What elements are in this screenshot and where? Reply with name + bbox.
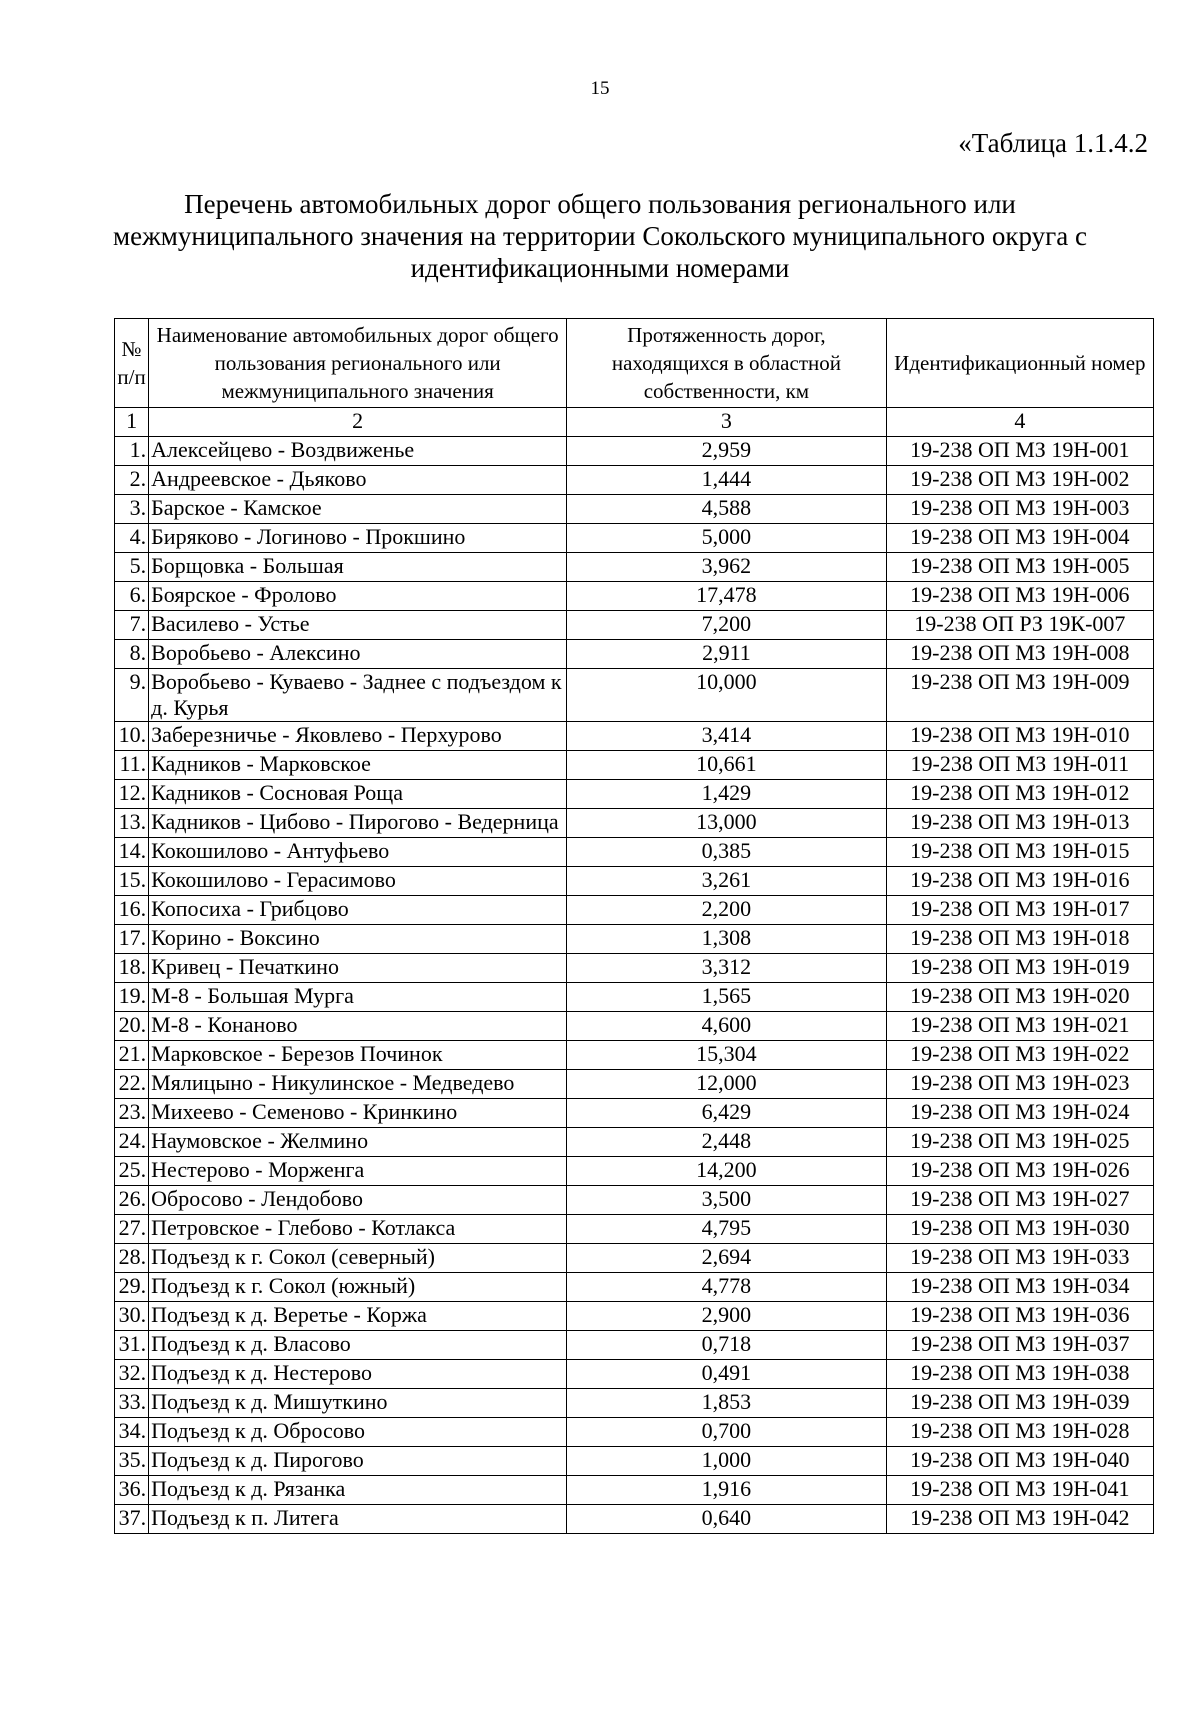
road-length: 13,000 — [567, 809, 887, 838]
road-name: Заберезничье - Яковлево - Перхурово — [149, 722, 567, 751]
row-number: 31. — [115, 1331, 149, 1360]
road-name: Подъезд к д. Власово — [149, 1331, 567, 1360]
road-name: Мялицыно - Никулинское - Медведево — [149, 1070, 567, 1099]
road-id: 19-238 ОП МЗ 19Н-026 — [886, 1157, 1153, 1186]
roads-table — [114, 318, 1154, 1534]
row-number: 2. — [115, 466, 149, 495]
road-id: 19-238 ОП МЗ 19Н-012 — [886, 780, 1153, 809]
road-id: 19-238 ОП МЗ 19Н-004 — [886, 524, 1153, 553]
row-number: 37. — [115, 1505, 149, 1534]
road-id: 19-238 ОП МЗ 19Н-016 — [886, 867, 1153, 896]
road-name: Кадников - Сосновая Роща — [149, 780, 567, 809]
header-name: Наименование автомобильных дорог общего пользования регионального или межмуниципального значения — [149, 319, 567, 408]
row-number: 25. — [115, 1157, 149, 1186]
road-name: Воробьево - Куваево - Заднее с подъездом к д. Курья — [149, 669, 567, 722]
road-name: Михеево - Семеново - Кринкино — [149, 1099, 567, 1128]
road-length: 10,661 — [567, 751, 887, 780]
road-name: Марковское - Березов Починок — [149, 1041, 567, 1070]
table-row — [115, 1360, 1154, 1389]
table-row — [115, 751, 1154, 780]
road-id: 19-238 ОП МЗ 19Н-017 — [886, 896, 1153, 925]
row-number: 10. — [115, 722, 149, 751]
row-number: 11. — [115, 751, 149, 780]
row-number: 14. — [115, 838, 149, 867]
table-row — [115, 809, 1154, 838]
road-id: 19-238 ОП МЗ 19Н-010 — [886, 722, 1153, 751]
row-number: 16. — [115, 896, 149, 925]
road-length: 3,312 — [567, 954, 887, 983]
table-row — [115, 896, 1154, 925]
road-length: 4,600 — [567, 1012, 887, 1041]
page-number: 15 — [590, 78, 610, 99]
road-length: 3,500 — [567, 1186, 887, 1215]
road-id: 19-238 ОП МЗ 19Н-001 — [886, 437, 1153, 466]
row-number: 13. — [115, 809, 149, 838]
road-name: Борщовка - Большая — [149, 553, 567, 582]
road-id: 19-238 ОП МЗ 19Н-013 — [886, 809, 1153, 838]
road-length: 4,778 — [567, 1273, 887, 1302]
road-id: 19-238 ОП МЗ 19Н-005 — [886, 553, 1153, 582]
row-number: 32. — [115, 1360, 149, 1389]
row-number: 5. — [115, 553, 149, 582]
road-name: Кокошилово - Антуфьево — [149, 838, 567, 867]
row-number: 17. — [115, 925, 149, 954]
road-length: 2,694 — [567, 1244, 887, 1273]
road-length: 0,491 — [567, 1360, 887, 1389]
road-id: 19-238 ОП МЗ 19Н-009 — [886, 669, 1153, 722]
road-name: Кривец - Печаткино — [149, 954, 567, 983]
road-id: 19-238 ОП МЗ 19Н-021 — [886, 1012, 1153, 1041]
road-name: Барское - Камское — [149, 495, 567, 524]
road-length: 3,414 — [567, 722, 887, 751]
table-row — [115, 780, 1154, 809]
road-length: 12,000 — [567, 1070, 887, 1099]
table-body — [115, 437, 1154, 1534]
road-name: Подъезд к д. Обросово — [149, 1418, 567, 1447]
column-index: 3 — [567, 408, 887, 437]
table-row — [115, 1099, 1154, 1128]
row-number: 9. — [115, 669, 149, 722]
road-length: 3,962 — [567, 553, 887, 582]
table-row — [115, 1157, 1154, 1186]
road-length: 2,900 — [567, 1302, 887, 1331]
table-row — [115, 867, 1154, 896]
road-id: 19-238 ОП МЗ 19Н-023 — [886, 1070, 1153, 1099]
road-id: 19-238 ОП МЗ 19Н-025 — [886, 1128, 1153, 1157]
road-name: М-8 - Большая Мурга — [149, 983, 567, 1012]
table-row — [115, 669, 1154, 722]
road-name: Подъезд к д. Рязанка — [149, 1476, 567, 1505]
row-number: 23. — [115, 1099, 149, 1128]
table-row — [115, 1244, 1154, 1273]
road-length: 5,000 — [567, 524, 887, 553]
header-num: № п/п — [115, 319, 149, 408]
road-length: 0,700 — [567, 1418, 887, 1447]
header-id: Идентификационный номер — [886, 319, 1153, 408]
road-length: 2,911 — [567, 640, 887, 669]
row-number: 21. — [115, 1041, 149, 1070]
table-row — [115, 553, 1154, 582]
road-name: Боярское - Фролово — [149, 582, 567, 611]
road-id: 19-238 ОП МЗ 19Н-027 — [886, 1186, 1153, 1215]
road-name: М-8 - Конаново — [149, 1012, 567, 1041]
road-id: 19-238 ОП МЗ 19Н-037 — [886, 1331, 1153, 1360]
road-name: Нестерово - Морженга — [149, 1157, 567, 1186]
table-row — [115, 640, 1154, 669]
road-id: 19-238 ОП МЗ 19Н-030 — [886, 1215, 1153, 1244]
table-row — [115, 1041, 1154, 1070]
row-number: 18. — [115, 954, 149, 983]
row-number: 22. — [115, 1070, 149, 1099]
road-length: 6,429 — [567, 1099, 887, 1128]
road-name: Кокошилово - Герасимово — [149, 867, 567, 896]
road-length: 2,200 — [567, 896, 887, 925]
row-number: 26. — [115, 1186, 149, 1215]
table-header-row — [115, 319, 1154, 408]
row-number: 6. — [115, 582, 149, 611]
row-number: 8. — [115, 640, 149, 669]
table-row — [115, 1505, 1154, 1534]
road-id: 19-238 ОП МЗ 19Н-028 — [886, 1418, 1153, 1447]
table-row — [115, 1418, 1154, 1447]
road-name: Воробьево - Алексино — [149, 640, 567, 669]
road-id: 19-238 ОП МЗ 19Н-034 — [886, 1273, 1153, 1302]
table-row — [115, 1302, 1154, 1331]
road-id: 19-238 ОП МЗ 19Н-003 — [886, 495, 1153, 524]
row-number: 30. — [115, 1302, 149, 1331]
row-number: 27. — [115, 1215, 149, 1244]
road-id: 19-238 ОП МЗ 19Н-033 — [886, 1244, 1153, 1273]
road-name: Подъезд к д. Веретье - Коржа — [149, 1302, 567, 1331]
road-id: 19-238 ОП МЗ 19Н-038 — [886, 1360, 1153, 1389]
table-row — [115, 983, 1154, 1012]
row-number: 33. — [115, 1389, 149, 1418]
table-row — [115, 611, 1154, 640]
road-length: 0,640 — [567, 1505, 887, 1534]
row-number: 4. — [115, 524, 149, 553]
road-id: 19-238 ОП МЗ 19Н-022 — [886, 1041, 1153, 1070]
table-row — [115, 954, 1154, 983]
table-row — [115, 1331, 1154, 1360]
row-number: 36. — [115, 1476, 149, 1505]
road-length: 3,261 — [567, 867, 887, 896]
road-length: 1,444 — [567, 466, 887, 495]
road-length: 1,429 — [567, 780, 887, 809]
road-name: Кадников - Марковское — [149, 751, 567, 780]
road-id: 19-238 ОП МЗ 19Н-011 — [886, 751, 1153, 780]
road-length: 1,916 — [567, 1476, 887, 1505]
table-row — [115, 1070, 1154, 1099]
road-name: Алексейцево - Воздвиженье — [149, 437, 567, 466]
row-number: 28. — [115, 1244, 149, 1273]
road-length: 1,000 — [567, 1447, 887, 1476]
road-id: 19-238 ОП МЗ 19Н-019 — [886, 954, 1153, 983]
road-length: 0,385 — [567, 838, 887, 867]
table-row — [115, 524, 1154, 553]
table-row — [115, 437, 1154, 466]
table-row — [115, 838, 1154, 867]
road-length: 4,588 — [567, 495, 887, 524]
road-name: Подъезд к д. Нестерово — [149, 1360, 567, 1389]
road-length: 4,795 — [567, 1215, 887, 1244]
road-id: 19-238 ОП МЗ 19Н-024 — [886, 1099, 1153, 1128]
road-id: 19-238 ОП МЗ 19Н-040 — [886, 1447, 1153, 1476]
document-title: Перечень автомобильных дорог общего пользования регионального или межмуниципального значения на территории Сокольского муниципального округа с идентификационными номерами — [113, 189, 1087, 283]
row-number: 12. — [115, 780, 149, 809]
road-name: Кадников - Цибово - Пирогово - Ведерница — [149, 809, 567, 838]
row-number: 34. — [115, 1418, 149, 1447]
road-length: 14,200 — [567, 1157, 887, 1186]
road-name: Петровское - Глебово - Котлакса — [149, 1215, 567, 1244]
road-name: Обросово - Лендобово — [149, 1186, 567, 1215]
row-number: 19. — [115, 983, 149, 1012]
road-length: 2,959 — [567, 437, 887, 466]
road-name: Наумовское - Желмино — [149, 1128, 567, 1157]
table-row — [115, 1186, 1154, 1215]
road-length: 7,200 — [567, 611, 887, 640]
table-row — [115, 495, 1154, 524]
road-id: 19-238 ОП МЗ 19Н-039 — [886, 1389, 1153, 1418]
road-id: 19-238 ОП МЗ 19Н-042 — [886, 1505, 1153, 1534]
table-row — [115, 1447, 1154, 1476]
table-label: «Таблица 1.1.4.2 — [958, 128, 1148, 158]
table-row — [115, 1389, 1154, 1418]
row-number: 7. — [115, 611, 149, 640]
road-name: Биряково - Логиново - Прокшино — [149, 524, 567, 553]
column-index-row — [115, 408, 1154, 437]
road-length: 1,853 — [567, 1389, 887, 1418]
road-name: Корино - Воксино — [149, 925, 567, 954]
road-name: Андреевское - Дьяково — [149, 466, 567, 495]
row-number: 1. — [115, 437, 149, 466]
row-number: 24. — [115, 1128, 149, 1157]
table-row — [115, 1215, 1154, 1244]
header-length: Протяженность дорог, находящихся в областной собственности, км — [567, 319, 887, 408]
road-id: 19-238 ОП МЗ 19Н-008 — [886, 640, 1153, 669]
road-name: Василево - Устье — [149, 611, 567, 640]
road-id: 19-238 ОП МЗ 19Н-015 — [886, 838, 1153, 867]
road-id: 19-238 ОП МЗ 19Н-006 — [886, 582, 1153, 611]
road-length: 10,000 — [567, 669, 887, 722]
road-length: 15,304 — [567, 1041, 887, 1070]
road-name: Копосиха - Грибцово — [149, 896, 567, 925]
road-id: 19-238 ОП РЗ 19К-007 — [886, 611, 1153, 640]
road-length: 1,308 — [567, 925, 887, 954]
road-id: 19-238 ОП МЗ 19Н-002 — [886, 466, 1153, 495]
row-number: 29. — [115, 1273, 149, 1302]
row-number: 35. — [115, 1447, 149, 1476]
table-row — [115, 1476, 1154, 1505]
road-name: Подъезд к д. Пирогово — [149, 1447, 567, 1476]
road-length: 17,478 — [567, 582, 887, 611]
road-length: 2,448 — [567, 1128, 887, 1157]
row-number: 20. — [115, 1012, 149, 1041]
road-id: 19-238 ОП МЗ 19Н-041 — [886, 1476, 1153, 1505]
table-row — [115, 582, 1154, 611]
road-length: 0,718 — [567, 1331, 887, 1360]
road-length: 1,565 — [567, 983, 887, 1012]
table-row — [115, 1128, 1154, 1157]
table-row — [115, 925, 1154, 954]
road-id: 19-238 ОП МЗ 19Н-036 — [886, 1302, 1153, 1331]
road-name: Подъезд к п. Литега — [149, 1505, 567, 1534]
row-number: 3. — [115, 495, 149, 524]
road-id: 19-238 ОП МЗ 19Н-020 — [886, 983, 1153, 1012]
column-index: 1 — [115, 408, 149, 437]
table-row — [115, 722, 1154, 751]
road-name: Подъезд к г. Сокол (северный) — [149, 1244, 567, 1273]
column-index: 4 — [886, 408, 1153, 437]
row-number: 15. — [115, 867, 149, 896]
table-row — [115, 466, 1154, 495]
road-id: 19-238 ОП МЗ 19Н-018 — [886, 925, 1153, 954]
road-name: Подъезд к д. Мишуткино — [149, 1389, 567, 1418]
table-row — [115, 1012, 1154, 1041]
column-index: 2 — [149, 408, 567, 437]
road-name: Подъезд к г. Сокол (южный) — [149, 1273, 567, 1302]
table-row — [115, 1273, 1154, 1302]
